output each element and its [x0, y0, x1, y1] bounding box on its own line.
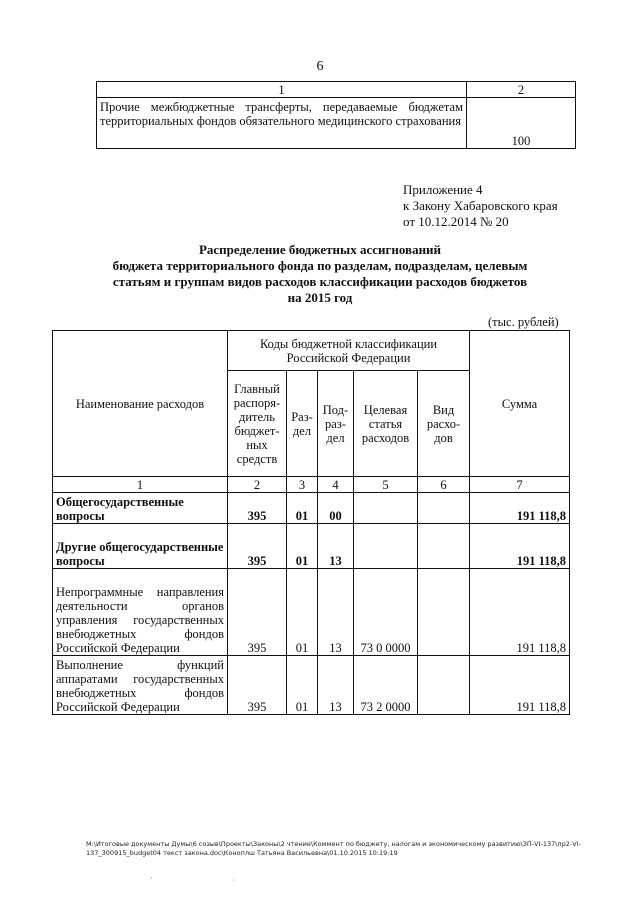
document-title: [90, 242, 550, 306]
appendix-line-2: к Закону Хабаровского края: [403, 198, 558, 213]
row-summa: 191 118,8: [470, 493, 570, 524]
row-name: Общегосударственные вопросы: [53, 493, 228, 524]
row-razdel: 01: [287, 569, 318, 656]
row-razdel: 01: [287, 524, 318, 569]
header-name: Наименование расходов: [53, 331, 228, 477]
title-line-1: Распределение бюджетных ассигнований: [198, 242, 442, 257]
row-glavny: 395: [228, 493, 287, 524]
budget-table: [52, 330, 570, 715]
header-glavny: Главный распоря-дитель бюджет-ных средств: [228, 371, 287, 477]
row-vid: [418, 569, 470, 656]
table-row: [53, 493, 570, 524]
row-celevaya: 73 2 0000: [354, 656, 418, 715]
header-podrazdel: Под-раз-дел: [318, 371, 354, 477]
col-num-7: 7: [470, 477, 570, 493]
row-vid: [418, 493, 470, 524]
row-razdel: 01: [287, 493, 318, 524]
top-row-text: Прочие межбюджетные трансферты, передаваемые бюджетам территориальных фондов обязательного медицинского страхования: [97, 98, 467, 149]
title-line-4: на 2015 год: [287, 290, 353, 305]
title-line-3: статьям и группам видов расходов классификации расходов бюджетов: [112, 274, 528, 289]
col-num-5: 5: [354, 477, 418, 493]
row-podrazdel: 13: [318, 656, 354, 715]
scan-speck: ·: [150, 874, 153, 883]
row-summa: 191 118,8: [470, 569, 570, 656]
header-codes: Коды бюджетной классификации Российской Федерации: [228, 331, 470, 371]
row-name: Выполнение функций аппаратами государственных внебюджетных фондов Российской Федерации: [53, 656, 228, 715]
header-vid: Вид расхо-дов: [418, 371, 470, 477]
row-summa: 191 118,8: [470, 524, 570, 569]
row-glavny: 395: [228, 656, 287, 715]
appendix-line-1: Приложение 4: [403, 182, 483, 197]
footer-path-line-2: 137_300915_budget04 текст закона.doc\Коноплш Татьяна Васильевна\01.10.2015 10:19:19: [86, 849, 398, 857]
scan-speck: ·: [232, 876, 235, 885]
appendix-line-3: от 10.12.2014 № 20: [403, 214, 509, 229]
col-num-3: 3: [287, 477, 318, 493]
row-celevaya: [354, 524, 418, 569]
footer-path-line-1: M:\Итоговые документы Думы\6 созыв\Проекты\Законы\2 чтение\Коммент по бюджету, налогам и экономическому развитию\ЗП-VI-137\пр2-VI-: [86, 840, 581, 848]
column-number-row: [53, 477, 570, 493]
row-podrazdel: 13: [318, 524, 354, 569]
table-row: [53, 656, 570, 715]
table-row: [53, 569, 570, 656]
col-num-4: 4: [318, 477, 354, 493]
row-celevaya: 73 0 0000: [354, 569, 418, 656]
row-glavny: 395: [228, 569, 287, 656]
row-glavny: 395: [228, 524, 287, 569]
units-label: (тыс. рублей): [488, 315, 559, 329]
continuation-table: [96, 81, 576, 149]
row-vid: [418, 524, 470, 569]
row-name: Непрограммные направления деятельности органов управления государственных внебюджетных фондов Российской Федерации: [53, 569, 228, 656]
header-razdel: Раз-дел: [287, 371, 318, 477]
row-celevaya: [354, 493, 418, 524]
page-number: 6: [316, 59, 324, 74]
row-name: Другие общегосударственные вопросы: [53, 524, 228, 569]
title-line-2: бюджета территориального фонда по разделам, подразделам, целевым: [112, 258, 528, 273]
row-razdel: 01: [287, 656, 318, 715]
col-num-1: 1: [53, 477, 228, 493]
header-summa: Сумма: [470, 331, 570, 477]
row-vid: [418, 656, 470, 715]
top-col-1-header: 1: [97, 82, 467, 98]
file-path-footer: [86, 840, 586, 858]
col-num-2: 2: [228, 477, 287, 493]
row-podrazdel: 00: [318, 493, 354, 524]
col-num-6: 6: [418, 477, 470, 493]
table-row: [53, 524, 570, 569]
row-podrazdel: 13: [318, 569, 354, 656]
row-summa: 191 118,8: [470, 656, 570, 715]
top-row-value: 100: [467, 98, 576, 149]
top-col-2-header: 2: [467, 82, 576, 98]
appendix-block: [403, 182, 558, 230]
header-celevaya: Целевая статья расходов: [354, 371, 418, 477]
